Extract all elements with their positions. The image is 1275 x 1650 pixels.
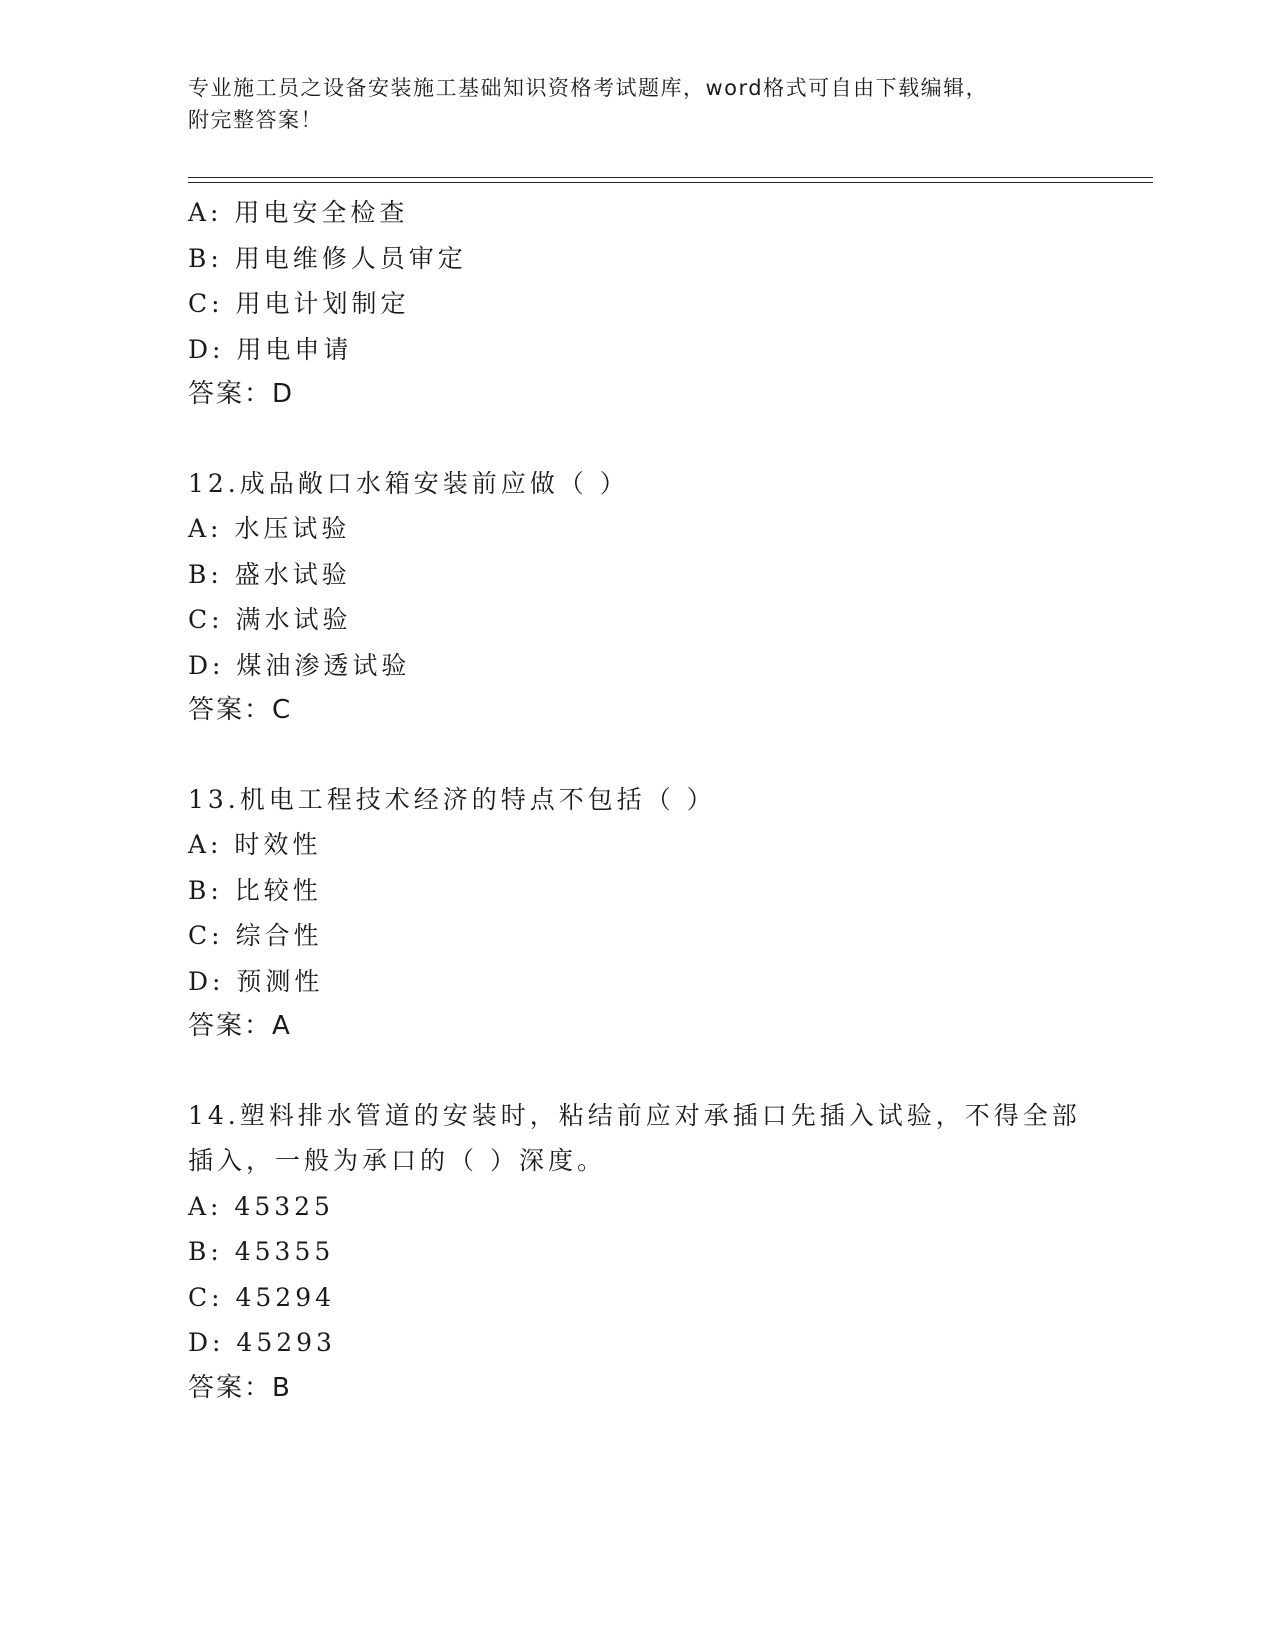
option-c: C: 综合性 xyxy=(188,921,323,950)
option-b: B: 45355 xyxy=(188,1237,335,1266)
question-block-14 xyxy=(188,1093,1088,1412)
question-text: 13.机电工程技术经济的特点不包括（ ） xyxy=(188,784,716,814)
answer-line: 答案：C xyxy=(188,695,293,725)
option-b: B: 用电维修人员审定 xyxy=(188,243,467,273)
answer-line: 答案：B xyxy=(188,1372,292,1403)
option-b: B: 盛水试验 xyxy=(188,559,351,589)
document-header xyxy=(188,72,1088,136)
header-line-2: 附完整答案！ xyxy=(188,108,323,132)
question-text-line-2: 插入，一般为承口的（ ）深度。 xyxy=(188,1146,606,1175)
option-c: C: 满水试验 xyxy=(188,605,352,634)
question-block-11 xyxy=(188,190,1088,418)
question-list xyxy=(188,190,1088,1411)
option-b: B: 比较性 xyxy=(188,875,322,905)
header-divider-top xyxy=(188,177,1153,178)
question-block-13 xyxy=(188,777,1088,1050)
answer-line: 答案：A xyxy=(188,1011,292,1041)
question-text: 12.成品敞口水箱安装前应做（ ） xyxy=(188,468,629,498)
option-c: C: 45294 xyxy=(188,1282,336,1312)
option-a: A: 用电安全检查 xyxy=(188,198,409,227)
option-d: D: 45293 xyxy=(188,1328,336,1357)
option-a: A: 时效性 xyxy=(188,830,322,859)
question-text-line-1: 14.塑料排水管道的安装时，粘结前应对承插口先插入试验，不得全部 xyxy=(188,1100,1081,1130)
header-line-1: 专业施工员之设备安装施工基础知识资格考试题库，word格式可自由下载编辑， xyxy=(188,76,989,100)
option-d: D: 预测性 xyxy=(188,966,324,996)
option-d: D: 用电申请 xyxy=(188,334,353,364)
answer-line: 答案：D xyxy=(188,379,295,409)
option-d: D: 煤油渗透试验 xyxy=(188,650,411,680)
option-a: A: 水压试验 xyxy=(188,514,351,543)
header-divider-bottom xyxy=(188,182,1153,183)
option-c: C: 用电计划制定 xyxy=(188,289,410,318)
question-block-12 xyxy=(188,461,1088,734)
option-a: A: 45325 xyxy=(188,1191,334,1221)
